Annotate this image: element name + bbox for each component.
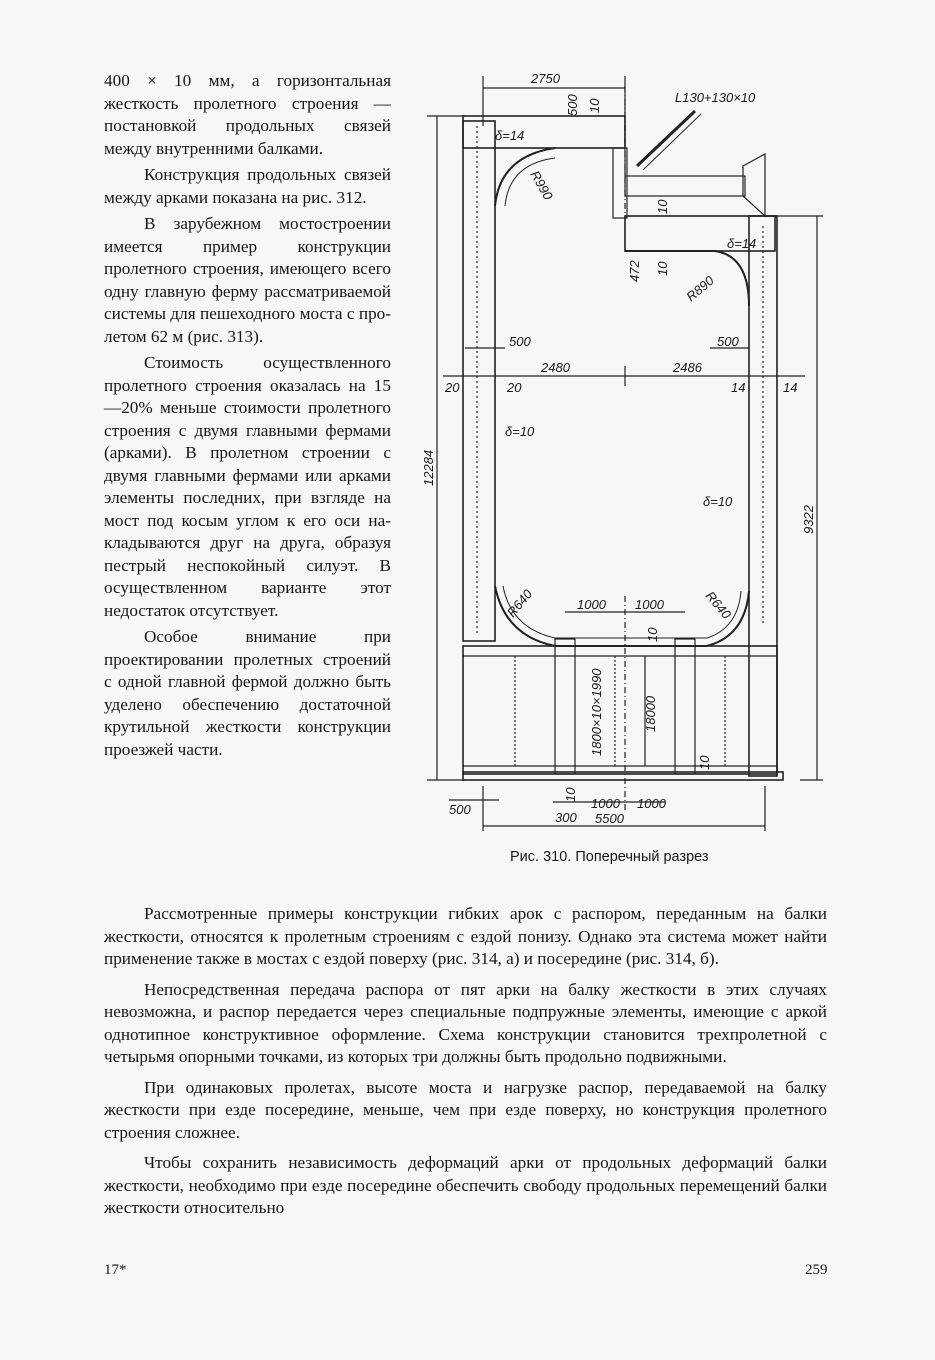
dim-label: 1000 <box>591 796 620 811</box>
dim-label: 5500 <box>595 811 624 826</box>
dim-label: δ=14 <box>495 128 525 143</box>
signature-mark: 17* <box>104 1262 127 1278</box>
paragraph: 400 × 10 мм, а горизонтальная жесткость пролетного строения — постановкой продольных связей между внутренними балками. <box>104 71 391 158</box>
dim-label: 14 <box>731 380 746 395</box>
dim-label: 2750 <box>531 71 560 86</box>
left-text-column <box>104 70 391 761</box>
dim-label: R640 <box>702 588 735 622</box>
dim-label: 10 <box>697 755 712 770</box>
dim-label: 20 <box>507 380 522 395</box>
paragraph: Конструкция продольных связей между арками показана на рис. 312. <box>104 165 391 207</box>
dim-label: δ=10 <box>703 494 733 509</box>
dim-label: 14 <box>783 380 798 395</box>
dim-label: R640 <box>503 586 536 620</box>
cross-section-drawing <box>405 66 825 856</box>
dim-label: 1800×10×1990 <box>589 668 604 756</box>
paragraph: Чтобы сохранить независимость деформаций арки от продольных деформаций балки жесткости, необходимо при езде посередине обеспечить свободу продольных перемещений балки жесткости относительно <box>104 1153 827 1217</box>
dim-label: 10 <box>645 627 660 642</box>
dim-label: 2486 <box>673 360 702 375</box>
dim-label: 10 <box>655 261 670 276</box>
dim-label: 500 <box>565 94 580 116</box>
dim-label: R990 <box>527 168 556 203</box>
paragraph: Особое внимание при проектировании пролетных строений с одной главной фермой должно быть уделено обеспечению достаточной крутильной жесткости конструкции проезжей части. <box>104 627 391 759</box>
dim-label: 20 <box>445 380 460 395</box>
dim-label: 1000 <box>577 597 606 612</box>
paragraph: Рассмотренные примеры конструкции гибких арок с распором, переданным на балки жесткости, относятся к пролетным строениям с ездой понизу. Однако эта система может найти применение также в мостах с ездой поверху (рис. 314, а) и посередине (рис. 314, б). <box>104 904 827 968</box>
dim-label: 300 <box>555 810 577 825</box>
dim-label: 500 <box>449 802 471 817</box>
dim-label: 1000 <box>635 597 664 612</box>
dim-label: 12284 <box>421 449 436 486</box>
dim-label: 10 <box>655 199 670 214</box>
dim-label: 10 <box>587 98 602 113</box>
dim-label: 2480 <box>541 360 570 375</box>
full-width-text <box>104 903 827 1228</box>
figure-caption: Рис. 310. Поперечный разрез <box>510 849 709 865</box>
dim-label: L130+130×10 <box>675 90 756 105</box>
dim-label: 10 <box>563 787 578 802</box>
paragraph: При одинаковых пролетах, высоте моста и нагрузке распор, передаваемой на балку жесткости при езде посередине, меньше, чем при езде поверху, но конструкция пролетного строения сложнее. <box>104 1077 827 1142</box>
dim-label: δ=10 <box>505 424 535 439</box>
cross-section-figure <box>405 66 825 856</box>
paragraph: Непосредственная передача распора от пят арки на балку жесткости в этих случаях невозможна, и распор передается через специальные подпружные элементы, имеющие с аркой однотипное конструктивное оформление. Схема конструкции становится трехпролетной с четырьмя опорными точками, из которых три должны быть продольно подвижными. <box>104 979 827 1066</box>
dim-label: 500 <box>509 334 531 349</box>
dim-label: 472 <box>627 260 642 282</box>
page-number: 259 <box>805 1262 828 1278</box>
dim-label: 500 <box>717 334 739 349</box>
paragraph: Стоимость осуществленного пролетного строения оказалась на 15—20% меньше стоимости пролетного строения с двумя главными фермами (арками). В пролетном строении с двумя главными фермами или арками элементы последних, при взгляде на мост под косым углом к его оси накладываются друг на друга, образуя пестрый неспокойный силуэт. В осуществленном варианте этот недостаток отсутствует. <box>104 353 391 620</box>
paragraph: В зарубежном мостостроении имеется пример конструкции пролетного строения, имеющего всего одну главную ферму рассматриваемой системы для пешеходного моста с пролетом 62 м (рис. 313). <box>104 214 391 346</box>
dim-label: δ=14 <box>727 236 757 251</box>
dim-label: 1000 <box>637 796 666 811</box>
dim-label: 9322 <box>801 505 816 534</box>
dim-label: 18000 <box>643 695 658 732</box>
dim-label: R890 <box>683 272 717 305</box>
